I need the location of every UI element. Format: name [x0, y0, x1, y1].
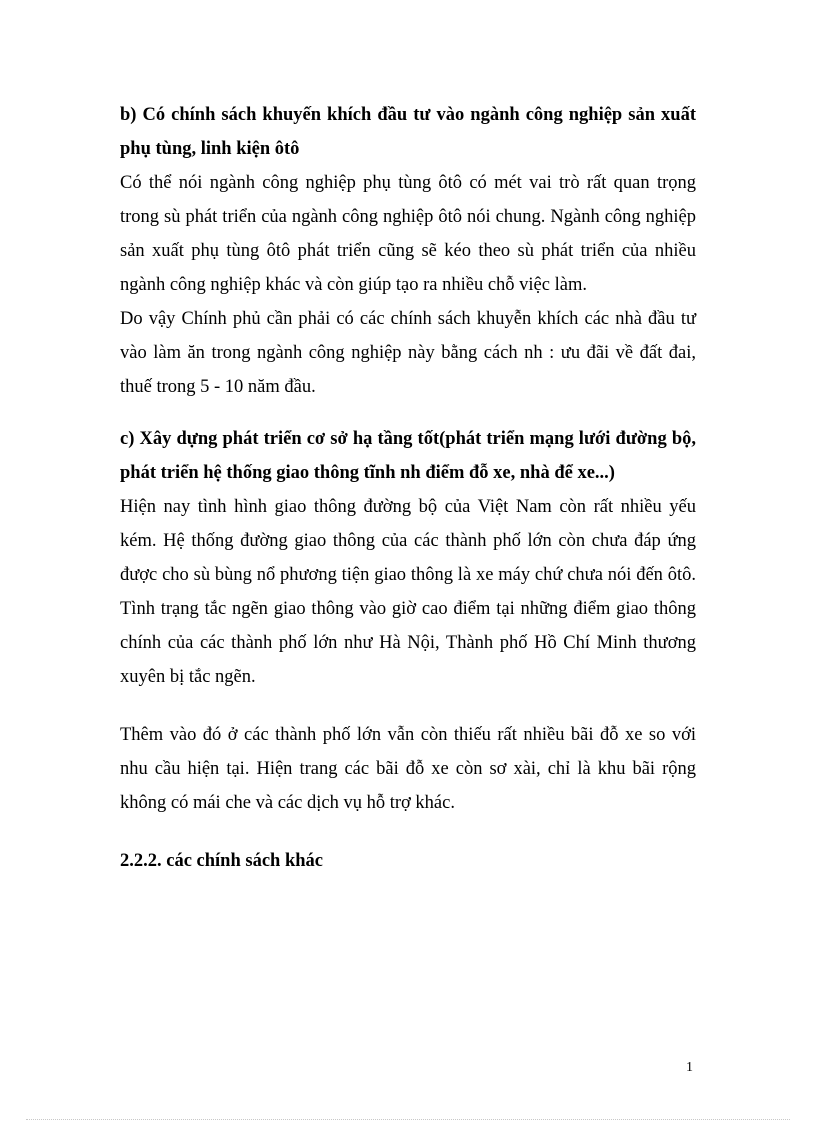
- section-heading-c: c) Xây dựng phát triển cơ sở hạ tầng tốt(phát triển mạng lưới đường bộ, phát triển hệ thống giao thông tĩnh nh điểm đỗ xe, nhà để xe...): [120, 429, 696, 483]
- document-body: [120, 98, 696, 878]
- paragraph: Hiện nay tình hình giao thông đường bộ của Việt Nam còn rất nhiều yếu kém. Hệ thống đường giao thông của các thành phố lớn còn chưa đáp ứng được cho sù bùng nổ phương tiện giao thông là xe máy chứ chưa nói đến ôtô. Tình trạng tắc ngẽn giao thông vào giờ cao điểm tại những điểm giao thông chính của các thành phố lớn như Hà Nội, Thành phố Hồ Chí Minh thương xuyên bị tắc ngẽn.: [120, 497, 696, 687]
- section-heading-b: b) Có chính sách khuyến khích đầu tư vào ngành công nghiệp sản xuất phụ tùng, linh kiện ôtô: [120, 105, 696, 159]
- page-number: 1: [686, 1060, 693, 1075]
- paragraph: Do vậy Chính phủ cần phải có các chính sách khuyễn khích các nhà đầu tư vào làm ăn trong ngành công nghiệp này bằng cách nh : ưu đãi về đất đai, thuế trong 5 - 10 năm đầu.: [120, 309, 696, 397]
- paragraph: Có thể nói ngành công nghiệp phụ tùng ôtô có mét vai trò rất quan trọng trong sù phát triển của ngành công nghiệp ôtô nói chung. Ngành công nghiệp sản xuất phụ tùng ôtô phát triển cũng sẽ kéo theo sù phát triển của nhiều ngành công nghiệp khác và còn giúp tạo ra nhiều chỗ việc làm.: [120, 173, 696, 295]
- section-heading-2-2-2: 2.2.2. các chính sách khác: [120, 851, 324, 871]
- paragraph: Thêm vào đó ở các thành phố lớn vẫn còn thiếu rất nhiều bãi đỗ xe so với nhu cầu hiện tại. Hiện trang các bãi đỗ xe còn sơ xài, chỉ là khu bãi rộng không có mái che và các dịch vụ hỗ trợ khác.: [120, 725, 696, 813]
- page-bottom-border: [26, 1119, 790, 1120]
